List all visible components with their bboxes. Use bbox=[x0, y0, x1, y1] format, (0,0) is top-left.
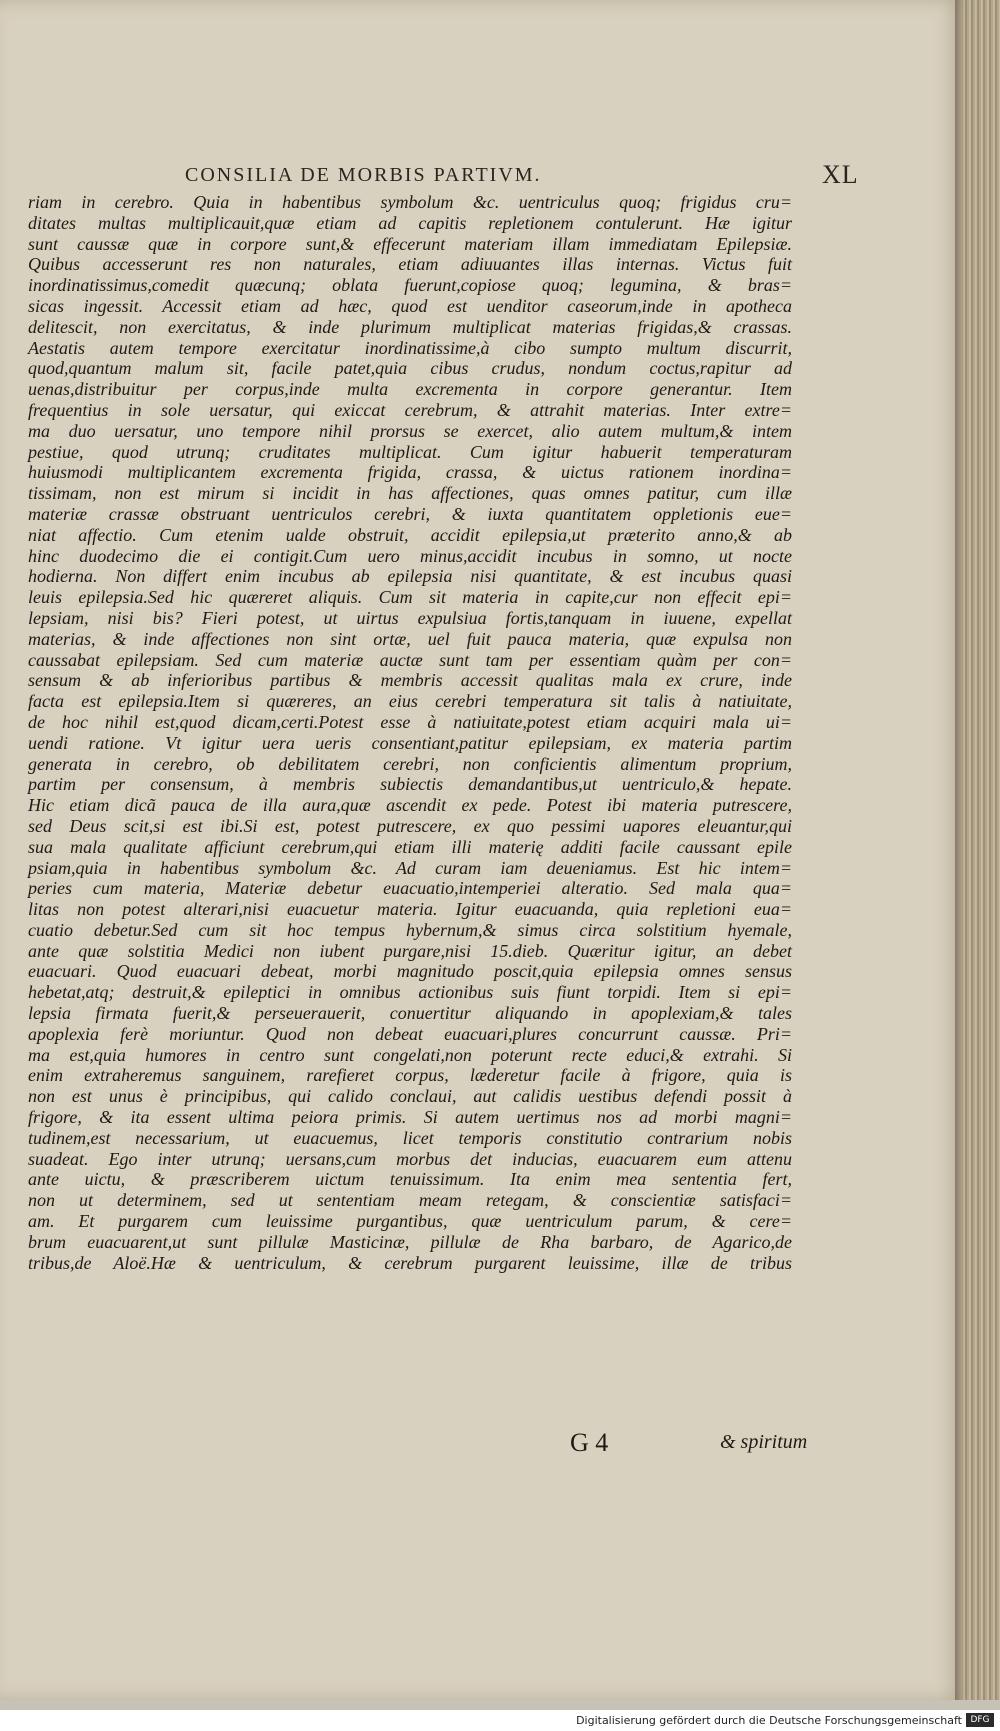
text-line: non est unus è principibus, qui calido conclaui, aut calidis uestibus defendi possit à bbox=[28, 1086, 792, 1107]
text-line: uenas,distribuitur per corpus,inde multa excrementa in corpore generantur. Item bbox=[28, 379, 792, 400]
text-line: enim extraheremus sanguinem, rarefieret corpus, læderetur facile à frigore, quia is bbox=[28, 1065, 792, 1086]
text-line: partim per consensum, à membris subiectis demandantibus,ut uentriculo,& hepate. bbox=[28, 774, 792, 795]
text-line: ante uictu, & præscriberem uictum tenuissimum. Ita enim mea sententia fert, bbox=[28, 1169, 792, 1190]
funding-notice: Digitalisierung gefördert durch die Deutsche Forschungsgemeinschaft bbox=[576, 1714, 962, 1727]
text-line: brum euacuarent,ut sunt pillulæ Masticinæ, pillulæ de Rha barbaro, de Agarico,de bbox=[28, 1231, 792, 1252]
text-line: inordinatissimus,comedit quæcunq; oblata fuerunt,copiose quoq; legumina, & bras= bbox=[28, 275, 792, 296]
text-line: tudinem,est necessarium, ut euacuemus, licet temporis constitutio contrarium nobis bbox=[28, 1127, 792, 1148]
text-line: uendi ratione. Vt igitur uera ueris consentiant,patitur epilepsiam, ex materia partim bbox=[28, 732, 792, 753]
text-line: litas non potest alterari,nisi euacuetur materia. Igitur euacuanda, quia repletioni eua= bbox=[28, 899, 792, 920]
text-line: de hoc nihil est,quod dicam,certi.Potest esse à natiuitate,potest etiam acquiri mala ui= bbox=[28, 711, 792, 732]
text-line: sed Deus scit,si est ibi.Si est, potest putrescere, ex quo pessimi uapores eleuantur,qui bbox=[28, 815, 792, 836]
text-line: tissimam, non est mirum si incidit in has affectiones, quas omnes patitur, cum illæ bbox=[28, 483, 792, 504]
text-line: caussabat epilepsiam. Sed cum materiæ auctæ sunt tam per essentiam quàm per con= bbox=[28, 649, 792, 670]
page-edges bbox=[962, 0, 1000, 1700]
text-line: Hic etiam dicã pauca de illa aura,quæ ascendit ex pede. Potest ibi materia putrescere, bbox=[28, 795, 792, 816]
body-text bbox=[28, 192, 792, 1273]
text-line: sensum & ab inferioribus partibus & membris accessit qualitas mala ex crure, inde bbox=[28, 670, 792, 691]
text-line: riam in cerebro. Quia in habentibus symbolum &c. uentriculus quoq; frigidus cru= bbox=[28, 192, 792, 212]
text-line: ditates multas multiplicauit,quæ etiam ad capitis repletionem contulerunt. Hæ igitur bbox=[28, 212, 792, 233]
text-line: huiusmodi multiplicantem excrementa frigida, crassa, & uictus rationem inordina= bbox=[28, 462, 792, 483]
text-line: facta est epilepsia.Item si quæreres, an eius cerebri temperatura sit talis à natiuitate, bbox=[28, 691, 792, 712]
text-line: suadeat. Ego inter utrunq; uersans,cum morbus det inducias, euacuarem eum attenu bbox=[28, 1148, 792, 1169]
text-line: materias, & inde affectiones non sint ortæ, uel fuit pauca materia, quæ expulsa non bbox=[28, 628, 792, 649]
text-line: frequentius in sole uersatur, qui exiccat cerebrum, & attrahit materias. Inter extre= bbox=[28, 399, 792, 420]
text-line: euacuari. Quod euacuari debeat, morbi magnitudo poscit,quia epilepsia omnes sensus bbox=[28, 961, 792, 982]
text-line: quod,quantum malum sit, facile patet,quia cibus crudus, nondum coctus,rapitur ad bbox=[28, 358, 792, 379]
text-line: sicas ingessit. Accessit etiam ad hæc, quod est uenditor caseorum,inde in apotheca bbox=[28, 295, 792, 316]
catchword: & spiritum bbox=[720, 1431, 808, 1453]
text-line: sua mala qualitate afficiunt cerebrum,qui etiam illi materię additi facile caussant epile bbox=[28, 836, 792, 857]
text-line: Aestatis autem tempore exercitatur inordinatissime,à cibo sumpto multum discurrit, bbox=[28, 337, 792, 358]
text-line: delitescit, non exercitatus, & inde plurimum multiplicat materias frigidas,& crassas. bbox=[28, 316, 792, 337]
text-line: niat affectio. Cum etenim ualde obstruit, accidit epilepsia,ut præterito anno,& ab bbox=[28, 524, 792, 545]
text-line: pestiue, quod utrunq; cruditates multiplicat. Cum igitur habuerit temperaturam bbox=[28, 441, 792, 462]
text-line: frigore, & ita essent ultima peiora primis. Si autem uertimus nos ad morbi magni= bbox=[28, 1107, 792, 1128]
running-title: CONSILIA DE MORBIS PARTIVM. bbox=[185, 164, 542, 186]
text-line: cuatio debetur.Sed cum sit hoc tempus hybernum,& simus circa solstitium hyemale, bbox=[28, 919, 792, 940]
text-line: generata in cerebro, ob debilitatem cerebri, non conficientis alimentum proprium, bbox=[28, 753, 792, 774]
text-line: sunt caussæ quæ in corpore sunt,& effecerunt materiam illam immediatam Epilepsiæ. bbox=[28, 233, 792, 254]
text-line: leuis epilepsia.Sed hic quæreret aliquis. Cum sit materia in capite,cur non effecit epi= bbox=[28, 587, 792, 608]
text-line: hinc duodecimo die ei contigit.Cum uero minus,accidit incubus in somno, ut nocte bbox=[28, 545, 792, 566]
folio-number: XL bbox=[822, 160, 859, 189]
text-line: non ut determinem, sed ut sententiam meam retegam, & conscientiæ satisfaci= bbox=[28, 1190, 792, 1211]
text-line: ante quæ solstitia Medici non iubent purgare,nisi 15.dieb. Quæritur igitur, an debet bbox=[28, 940, 792, 961]
text-line: lepsia firmata fuerit,& perseuerauerit, conuertitur aliquando in apoplexiam,& tales bbox=[28, 1003, 792, 1024]
text-line: Quibus accesserunt res non naturales, etiam adiuuantes illas internas. Victus fuit bbox=[28, 254, 792, 275]
text-line: hebetat,atq; destruit,& epileptici in omnibus actionibus suis fiunt torpidi. Item si epi= bbox=[28, 982, 792, 1003]
signature-mark: G 4 bbox=[570, 1428, 609, 1457]
text-line: psiam,quia in habentibus symbolum &c. Ad curam iam deueniamus. Est hic intem= bbox=[28, 857, 792, 878]
text-line: peries cum materia, Materiæ debetur euacuatio,intemperiei alteratio. Sed mala qua= bbox=[28, 878, 792, 899]
text-line: ma est,quia humores in centro sunt congelati,non poterunt recte educi,& extrahi. Si bbox=[28, 1044, 792, 1065]
text-line: ma duo uersatur, uno tempore nihil prorsus se exercet, alio autem multum,& intem bbox=[28, 420, 792, 441]
gutter-shadow bbox=[955, 0, 965, 1700]
text-line: lepsiam, nisi bis? Fieri potest, ut uirtus expulsiua fortis,tanquam in iuuene, expellat bbox=[28, 607, 792, 628]
text-line: hodierna. Non differt enim incubus ab epilepsia nisi quantitate, & est incubus quasi bbox=[28, 566, 792, 587]
text-line: tribus,de Aloë.Hæ & uentriculum, & cerebrum purgarent leuissime, illæ de tribus bbox=[28, 1252, 792, 1273]
dfg-logo: DFG bbox=[966, 1713, 994, 1727]
footer-bar bbox=[0, 1710, 1000, 1731]
text-line: materiæ crassæ obstruant uentriculos cerebri, & iuxta quantitatem oppletionis eue= bbox=[28, 503, 792, 524]
text-line: am. Et purgarem cum leuissime purgantibus, quæ uentriculum parum, & cere= bbox=[28, 1211, 792, 1232]
text-line: apoplexia ferè moriuntur. Quod non debeat euacuari,plures concurrunt caussæ. Pri= bbox=[28, 1023, 792, 1044]
